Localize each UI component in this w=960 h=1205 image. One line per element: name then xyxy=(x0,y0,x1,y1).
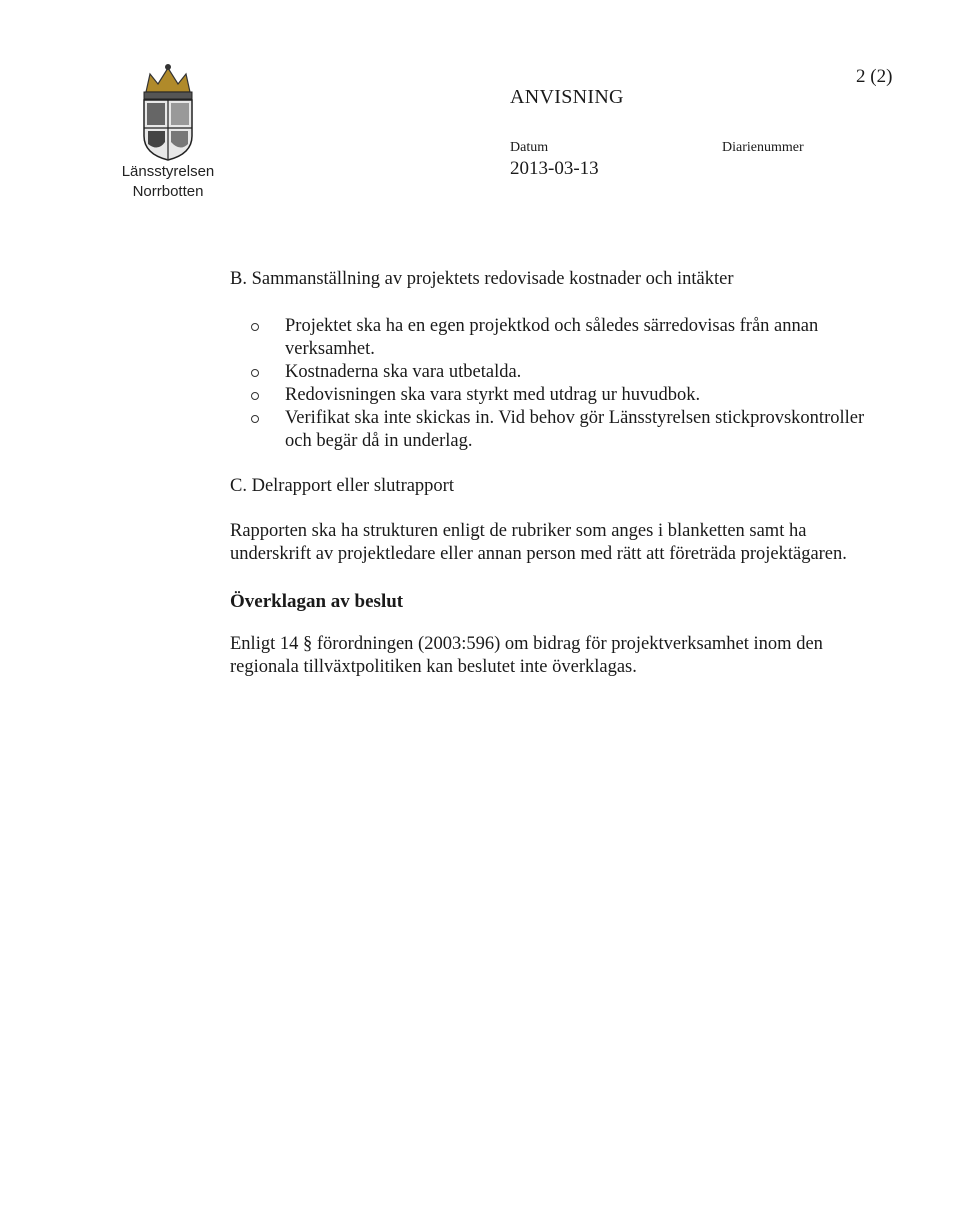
bullet-icon xyxy=(251,392,259,400)
date-label: Datum xyxy=(510,140,549,155)
bullet-icon xyxy=(251,415,259,423)
org-name-line2: Norrbotten xyxy=(132,183,204,200)
list-item-text: Verifikat ska inte skickas in. Vid behov gör Länsstyrelsen stickprovskontroller och begär då in underlag. xyxy=(285,408,865,451)
document-type: ANVISNING xyxy=(510,86,624,108)
list-item-text: Redovisningen ska vara styrkt med utdrag ur huvudbok. xyxy=(285,385,701,405)
page-number: 2 (2) xyxy=(856,66,893,87)
diary-number-label: Diarienummer xyxy=(722,140,804,155)
coat-of-arms-icon xyxy=(128,62,208,162)
bullet-icon xyxy=(251,323,259,331)
bullet-icon xyxy=(251,369,259,377)
list-item-text: Projektet ska ha en egen projektkod och således särredovisas från annan verksamhet. xyxy=(285,316,819,359)
section-c-paragraph: Rapporten ska ha strukturen enligt de rubriker som anges i blanketten samt ha underskrift av projektledare eller annan person med rätt att företräda projektägaren. xyxy=(230,521,847,564)
list-item-text: Kostnaderna ska vara utbetalda. xyxy=(285,362,522,382)
list-item xyxy=(285,315,890,361)
list-item xyxy=(285,407,890,453)
appeal-paragraph: Enligt 14 § förordningen (2003:596) om bidrag för projektverksamhet inom den regionala tillväxtpolitiken kan beslutet inte överklagas. xyxy=(230,634,823,677)
list-item xyxy=(285,384,890,407)
appeal-heading: Överklagan av beslut xyxy=(230,591,404,612)
org-name-line1: Länsstyrelsen xyxy=(121,163,215,180)
date-value: 2013-03-13 xyxy=(510,158,599,179)
section-b-bullet-list xyxy=(230,315,890,453)
document-body xyxy=(230,268,890,679)
section-c-heading: C. Delrapport eller slutrapport xyxy=(230,476,454,496)
logo-block xyxy=(121,62,215,202)
list-item xyxy=(285,361,890,384)
section-b-heading: B. Sammanställning av projektets redovisade kostnader och intäkter xyxy=(230,269,734,289)
